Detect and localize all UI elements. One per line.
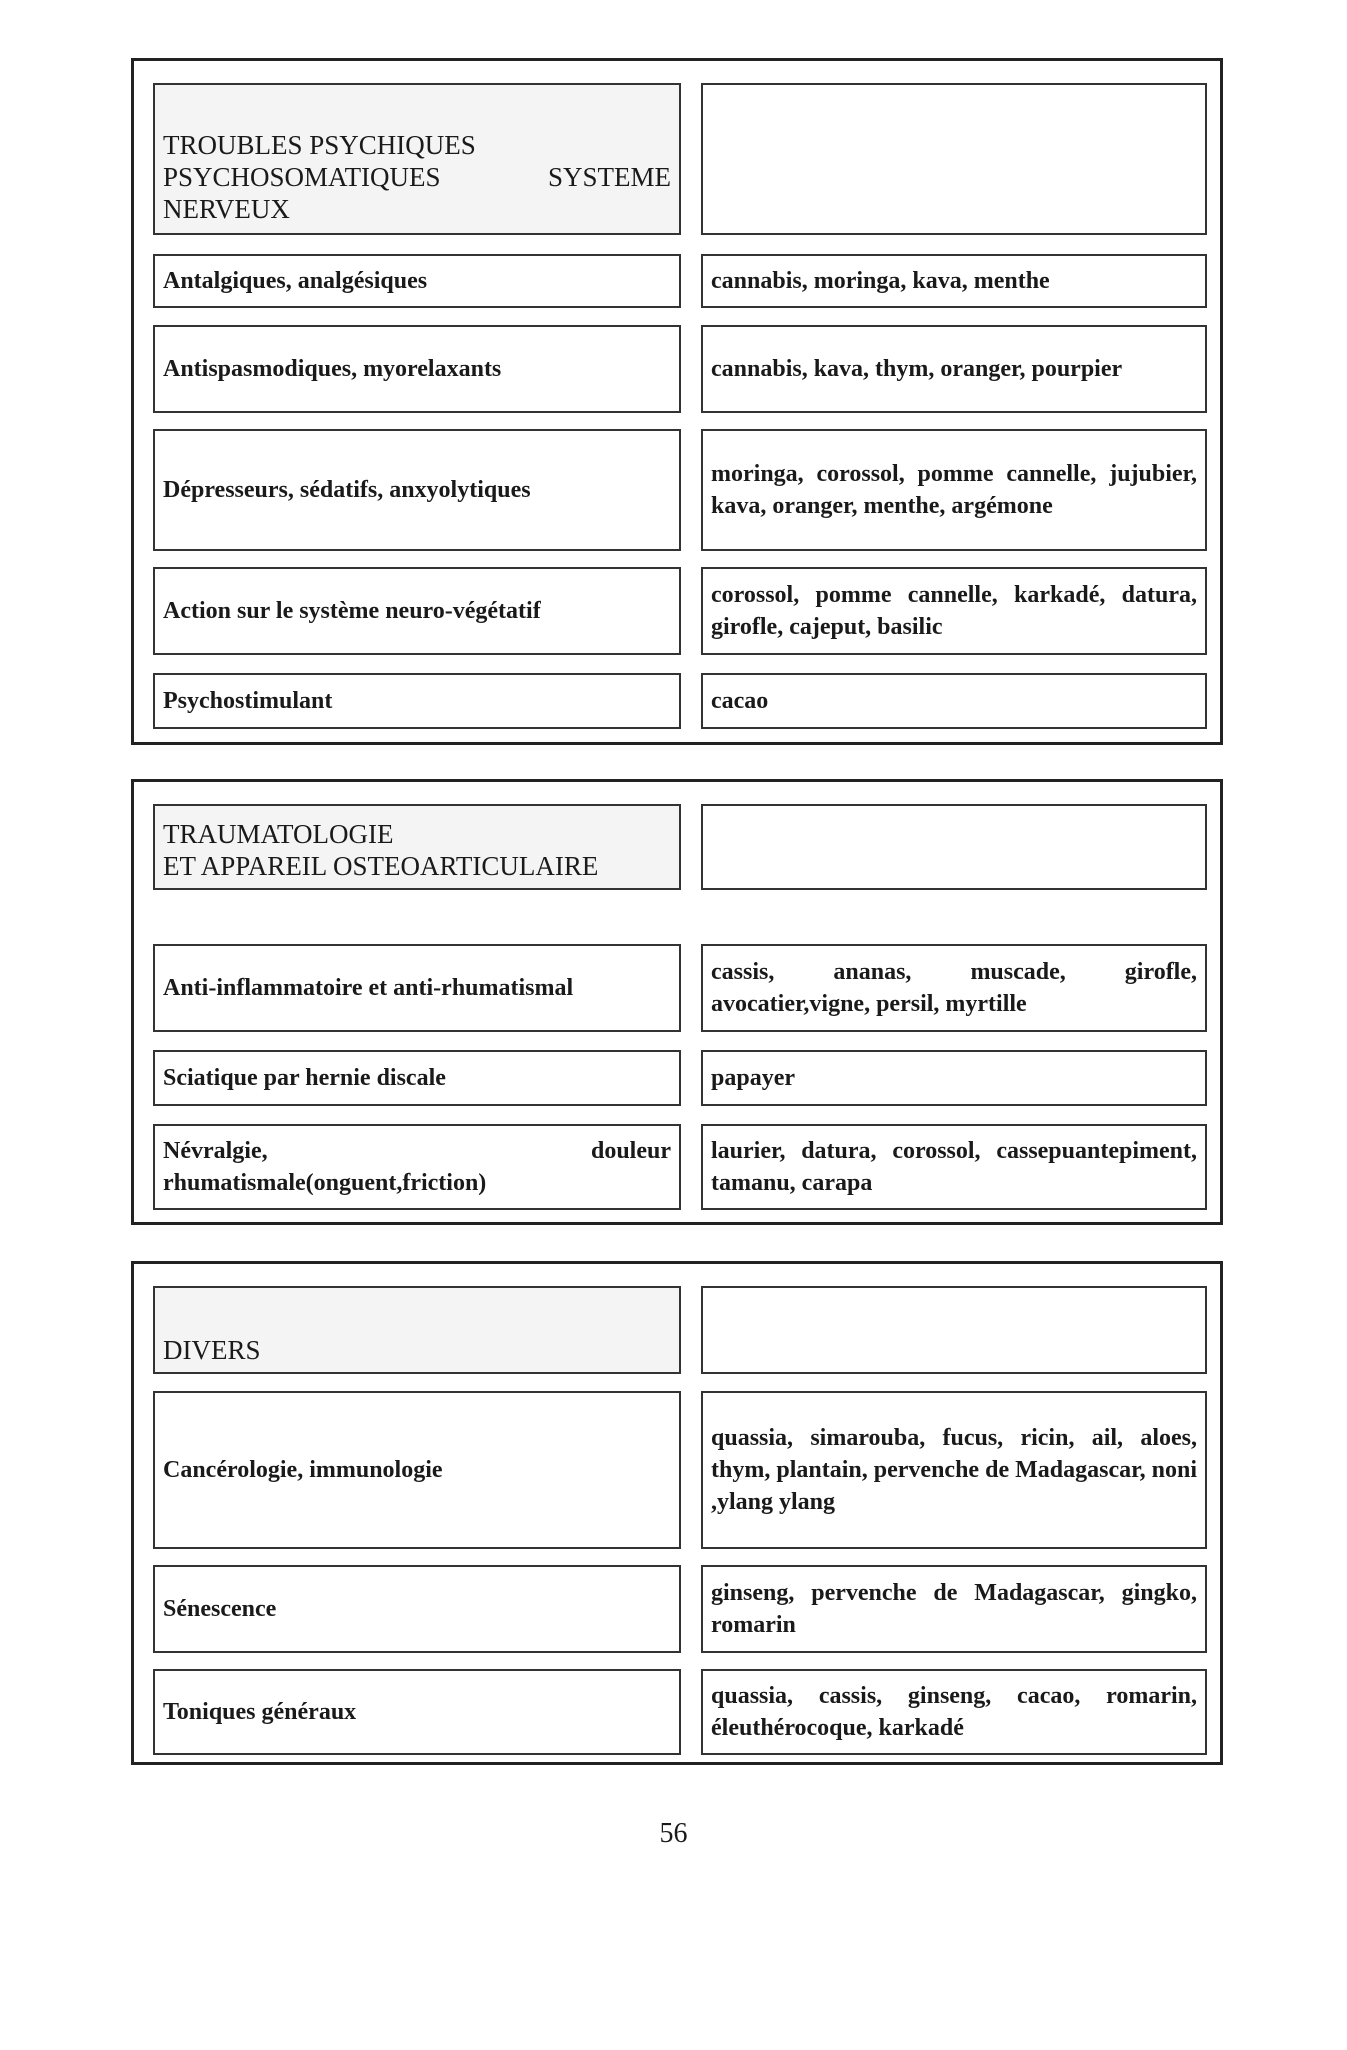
category-cell: Anti-inflammatoire et anti-rhumatismal xyxy=(153,944,681,1032)
plants-cell: corossol, pomme cannelle, karkadé, datura, girofle, cajeput, basilic xyxy=(701,567,1207,655)
plants-cell: moringa, corossol, pomme cannelle, jujubier, kava, oranger, menthe, argémone xyxy=(701,429,1207,551)
category-cell: Action sur le système neuro-végétatif xyxy=(153,567,681,655)
plants-cell: cannabis, kava, thym, oranger, pourpier xyxy=(701,325,1207,413)
plants-cell: quassia, cassis, ginseng, cacao, romarin, éleuthérocoque, karkadé xyxy=(701,1669,1207,1755)
category-cell: Dépresseurs, sédatifs, anxyolytiques xyxy=(153,429,681,551)
plants-cell: laurier, datura, corossol, cassepuantepiment, tamanu, carapa xyxy=(701,1124,1207,1210)
empty-header-cell xyxy=(701,1286,1207,1374)
section-traumatologie xyxy=(131,779,1223,1225)
title-line: TRAUMATOLOGIE xyxy=(163,819,394,849)
title-line: ET APPAREIL OSTEOARTICULAIRE xyxy=(163,851,599,881)
category-cell: Névralgie, douleur rhumatismale(onguent,friction) xyxy=(153,1124,681,1210)
empty-header-cell xyxy=(701,83,1207,235)
category-cell: Psychostimulant xyxy=(153,673,681,729)
category-cell: Antispasmodiques, myorelaxants xyxy=(153,325,681,413)
page-number: 56 xyxy=(659,1818,688,1849)
section-troubles-psychiques xyxy=(131,58,1223,745)
plants-cell: cacao xyxy=(701,673,1207,729)
category-cell: Cancérologie, immunologie xyxy=(153,1391,681,1549)
title-line: TROUBLES PSYCHIQUES xyxy=(163,130,476,160)
section-title xyxy=(153,83,681,235)
section-divers xyxy=(131,1261,1223,1765)
section-title xyxy=(153,804,681,890)
plants-cell: quassia, simarouba, fucus, ricin, ail, aloes, thym, plantain, pervenche de Madagascar, noni ,ylang ylang xyxy=(701,1391,1207,1549)
section-title xyxy=(153,1286,681,1374)
plants-cell: cannabis, moringa, kava, menthe xyxy=(701,254,1207,308)
title-line: PSYCHOSOMATIQUES SYSTEME xyxy=(163,162,671,192)
plants-cell: papayer xyxy=(701,1050,1207,1106)
title-line: NERVEUX xyxy=(163,194,290,224)
title-line: DIVERS xyxy=(163,1335,261,1365)
category-cell: Antalgiques, analgésiques xyxy=(153,254,681,308)
category-cell: Sénescence xyxy=(153,1565,681,1653)
category-cell: Sciatique par hernie discale xyxy=(153,1050,681,1106)
plants-cell: cassis, ananas, muscade, girofle, avocatier,vigne, persil, myrtille xyxy=(701,944,1207,1032)
plants-cell: ginseng, pervenche de Madagascar, gingko, romarin xyxy=(701,1565,1207,1653)
category-cell: Toniques généraux xyxy=(153,1669,681,1755)
empty-header-cell xyxy=(701,804,1207,890)
